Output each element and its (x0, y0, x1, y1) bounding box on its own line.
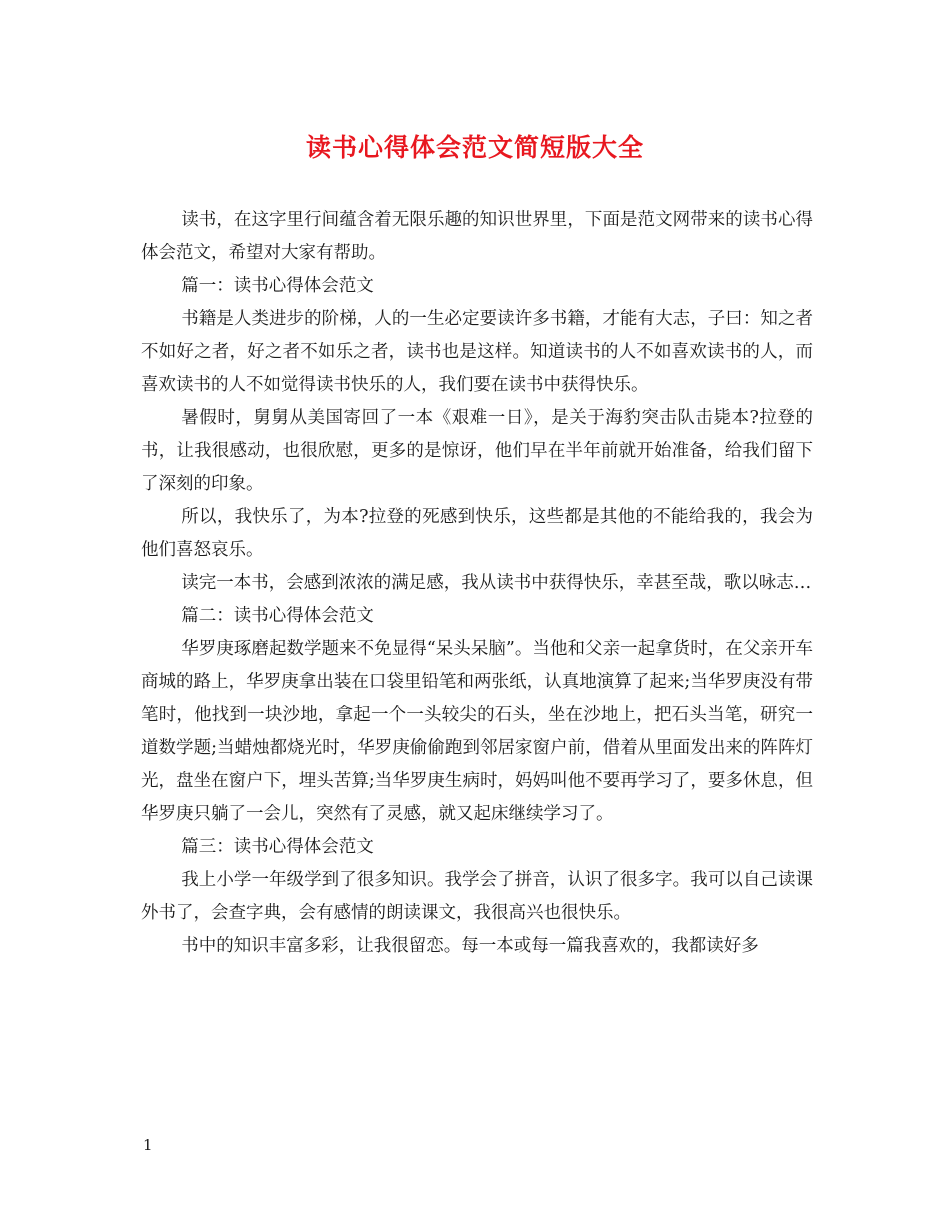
paragraph: 暑假时，舅舅从美国寄回了一本《艰难一日》，是关于海豹突击队击毙本?拉登的书，让我很感动，也很欣慰，更多的是惊讶，他们早在半年前就开始准备，给我们留下了深刻的印象。 (141, 408, 813, 494)
page-number: 1 (143, 1136, 153, 1154)
document-body (141, 204, 813, 963)
paragraph-intro: 读书，在这字里行间蕴含着无限乐趣的知识世界里，下面是范文网带来的读书心得体会范文，希望对大家有帮助。 (141, 210, 813, 263)
paragraph: 读完一本书，会感到浓浓的满足感，我从读书中获得快乐，幸甚至哉，歌以咏志… (181, 573, 812, 593)
paragraph: 书中的知识丰富多彩，让我很留恋。每一本或每一篇我喜欢的，我都读好多 (181, 936, 759, 956)
paragraph: 我上小学一年级学到了很多知识。我学会了拼音，认识了很多字。我可以自己读课外书了，会查字典，会有感情的朗读课文，我很高兴也很快乐。 (141, 870, 813, 923)
section-heading-3: 篇三：读书心得体会范文 (181, 837, 374, 857)
paragraph: 书籍是人类进步的阶梯，人的一生必定要读许多书籍，才能有大志，子曰：知之者不如好之者，好之者不如乐之者，读书也是这样。知道读书的人不如喜欢读书的人，而喜欢读书的人不如觉得读书快乐的人，我们要在读书中获得快乐。 (141, 309, 813, 395)
paragraph: 所以，我快乐了，为本?拉登的死感到快乐，这些都是其他的不能给我的，我会为他们喜怒哀乐。 (141, 507, 813, 560)
document-title: 读书心得体会范文简短版大全 (305, 133, 644, 162)
section-heading-2: 篇二：读书心得体会范文 (181, 606, 374, 626)
paragraph: 华罗庚琢磨起数学题来不免显得“呆头呆脑”。当他和父亲一起拿货时，在父亲开车商城的路上，华罗庚拿出装在口袋里铅笔和两张纸，认真地演算了起来;当华罗庚没有带笔时，他找到一块沙地，拿起一个一头较尖的石头，坐在沙地上，把石头当笔，研究一道数学题;当蜡烛都烧光时，华罗庚偷偷跑到邻居家窗户前，借着从里面发出来的阵阵灯光，盘坐在窗户下，埋头苦算;当华罗庚生病时，妈妈叫他不要再学习了，要多休息，但华罗庚只躺了一会儿，突然有了灵感，就又起床继续学习了。 (141, 639, 813, 824)
section-heading-1: 篇一：读书心得体会范文 (181, 276, 374, 296)
